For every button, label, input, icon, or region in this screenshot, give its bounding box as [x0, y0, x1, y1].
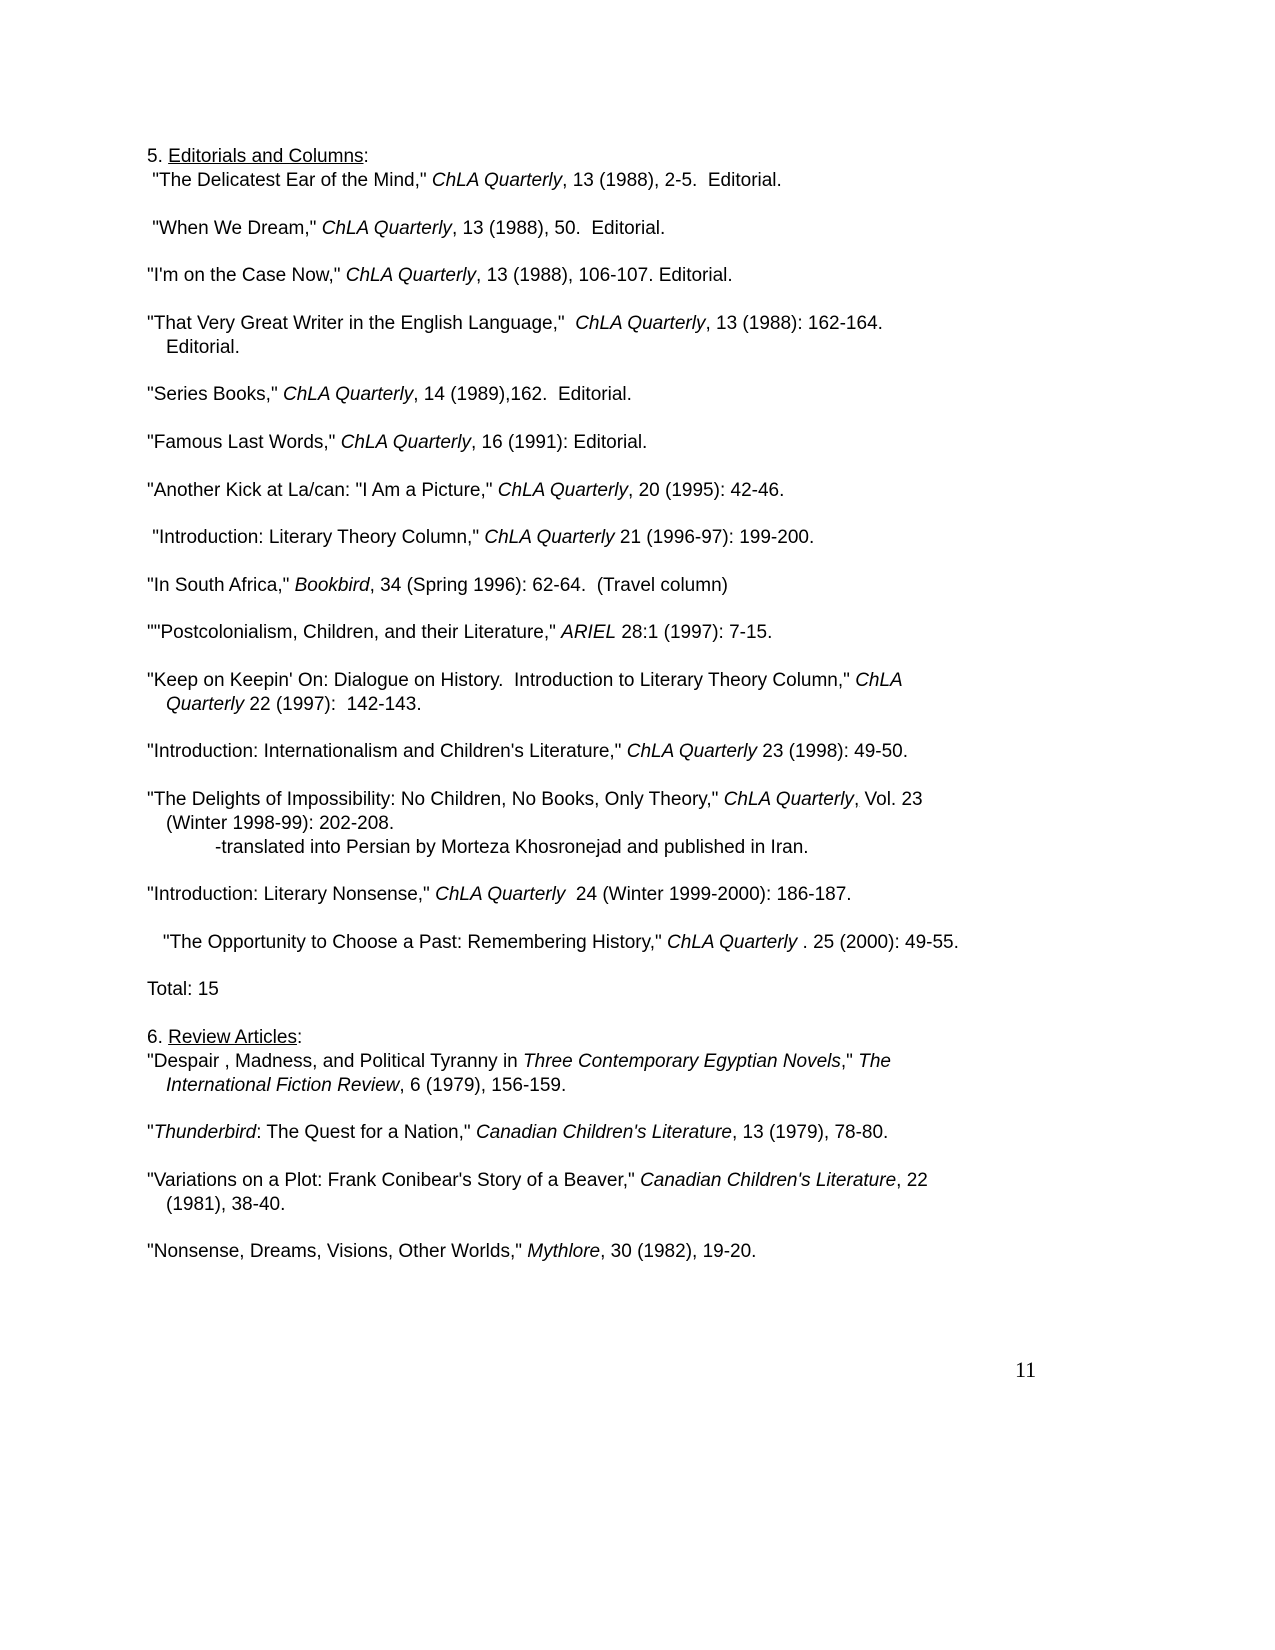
citation-line [147, 931, 959, 955]
italic-title: ChLA Quarterly [321, 218, 452, 239]
italic-title: ChLA Quarterly [484, 527, 615, 548]
citation-text: 21 (1996-97): 199-200. [614, 527, 815, 548]
citation-text: 28:1 (1997): 7-15. [616, 622, 773, 643]
citation-line [166, 1074, 566, 1098]
italic-title: International Fiction Review [166, 1075, 400, 1096]
section-number: 6. [147, 1027, 163, 1048]
citation-line [147, 526, 814, 550]
section-title: Review Articles [168, 1027, 297, 1048]
section-number: 5. [147, 146, 163, 167]
citation-text: , 6 (1979), 156-159. [399, 1075, 567, 1096]
citation-line [147, 217, 665, 241]
citation-text: (Winter 1998-99): 202-208. [166, 813, 395, 834]
citation-text: "I'm on the Case Now," [147, 265, 346, 286]
citation-line [166, 693, 422, 717]
citation-text: , 20 (1995): 42-46. [628, 480, 785, 501]
citation-text: , 30 (1982), 19-20. [600, 1241, 757, 1262]
page-number: 11 [1015, 1357, 1037, 1382]
section-total: Total: 15 [147, 979, 219, 1000]
citation-line [147, 1050, 891, 1074]
citation-text: , 22 [896, 1170, 928, 1191]
citation-text: "Series Books," [147, 384, 283, 405]
italic-title: ChLA Quarterly [283, 384, 414, 405]
citation-text: "Another Kick at La/can: "I Am a Picture," [147, 480, 498, 501]
italic-title: ChLA Quarterly [626, 741, 757, 762]
citation-text: , 13 (1988), 50. Editorial. [451, 218, 666, 239]
italic-title: ChLA Quarterly [435, 884, 566, 905]
italic-title: ChLA Quarterly [345, 265, 477, 286]
italic-title: The [858, 1051, 891, 1072]
citation-text: "Keep on Keepin' On: Dialogue on History. Introduction to Literary Theory Column," [147, 670, 856, 691]
italic-title: Mythlore [527, 1241, 601, 1262]
citation-line [147, 264, 733, 288]
citation-text: " [147, 1122, 154, 1143]
citation-text: , 13 (1988), 2-5. Editorial. [562, 170, 782, 191]
citation-line [147, 669, 903, 693]
citation-line [166, 1193, 285, 1217]
citation-line [147, 431, 647, 455]
citation-text: "When We Dream," [147, 218, 322, 239]
citation-text: "Introduction: Literary Nonsense," [147, 884, 436, 905]
citation-text: , 13 (1988), 106-107. Editorial. [476, 265, 733, 286]
citation-text: , 13 (1979), 78-80. [732, 1122, 889, 1143]
citation-text: "That Very Great Writer in the English Language," [147, 313, 576, 334]
section-title: Editorials and Columns [168, 146, 364, 167]
italic-title: Thunderbird [153, 1122, 257, 1143]
citation-text: , 13 (1988): 162-164. [705, 313, 883, 334]
citation-text: 24 (Winter 1999-2000): 186-187. [565, 884, 852, 905]
citation-text: Editorial. [166, 337, 240, 358]
citation-line [147, 788, 923, 812]
citation-line [147, 1169, 928, 1193]
citation-text: "The Delights of Impossibility: No Children, No Books, Only Theory," [147, 789, 724, 810]
citation-text: , [853, 789, 860, 810]
citation-text: 22 (1997): 142-143. [244, 694, 422, 715]
citation-line [147, 883, 852, 907]
citation-text: (1981), 38-40. [166, 1194, 286, 1215]
italic-title: ChLA Quarterly [723, 789, 854, 810]
citation-line [147, 621, 772, 645]
italic-title: ChLA Quarterly [497, 480, 629, 501]
citation-text: "The Opportunity to Choose a Past: Remembering History," [147, 932, 668, 953]
italic-title: Canadian Children's Literature [640, 1170, 897, 1191]
citation-line [147, 740, 908, 764]
italic-title: Canadian Children's Literature [475, 1122, 732, 1143]
citation-line [147, 574, 728, 598]
citation-text: "Introduction: Internationalism and Children's Literature," [147, 741, 627, 762]
citation-text: "In South Africa," [147, 575, 295, 596]
section-heading: 5. Editorials and Columns: [147, 146, 369, 167]
citation-line [166, 336, 240, 360]
citation-text: "Despair , Madness, and Political Tyranny in [147, 1051, 524, 1072]
citation-line [147, 1121, 888, 1145]
citation-text: Vol. 23 [859, 789, 923, 810]
citation-line [147, 169, 782, 193]
citation-text: "Introduction: Literary Theory Column," [147, 527, 485, 548]
citation-text: "Variations on a Plot: Frank Conibear's Story of a Beaver," [147, 1170, 641, 1191]
citation-text: , 16 (1991): Editorial. [470, 432, 648, 453]
citation-text: ""Postcolonialism, Children, and their Literature," [147, 622, 562, 643]
citation-text: : The Quest for a Nation," [256, 1122, 476, 1143]
italic-title: ChLA Quarterly [340, 432, 471, 453]
citation-line [166, 812, 394, 836]
italic-title: ChLA [855, 670, 903, 691]
italic-title: ChLA Quarterly [431, 170, 563, 191]
citation-text: , 14 (1989),162. Editorial. [413, 384, 632, 405]
citation-note [215, 836, 809, 860]
citation-text: "The Delicatest Ear of the Mind," [147, 170, 432, 191]
italic-title: Bookbird [294, 575, 370, 596]
citation-text: "Nonsense, Dreams, Visions, Other Worlds," [147, 1241, 528, 1262]
italic-title: ChLA Quarterly [575, 313, 706, 334]
citation-line [147, 479, 784, 503]
citation-text: ," [840, 1051, 859, 1072]
citation-line [147, 1240, 756, 1264]
citation-line [147, 383, 632, 407]
italic-title: ARIEL [561, 622, 617, 643]
citation-text: , 34 (Spring 1996): 62-64. (Travel column) [369, 575, 728, 596]
citation-line [147, 312, 883, 336]
citation-text: 23 (1998): 49-50. [756, 741, 909, 762]
section-heading: 6. Review Articles: [147, 1027, 303, 1048]
italic-title: Quarterly [166, 694, 245, 715]
citation-text: . 25 (2000): 49-55. [797, 932, 959, 953]
citation-text: "Famous Last Words," [147, 432, 341, 453]
italic-title: Three Contemporary Egyptian Novels [523, 1051, 841, 1072]
italic-title: ChLA Quarterly [667, 932, 798, 953]
citation-text: -translated into Persian by Morteza Khosronejad and published in Iran. [215, 837, 809, 858]
